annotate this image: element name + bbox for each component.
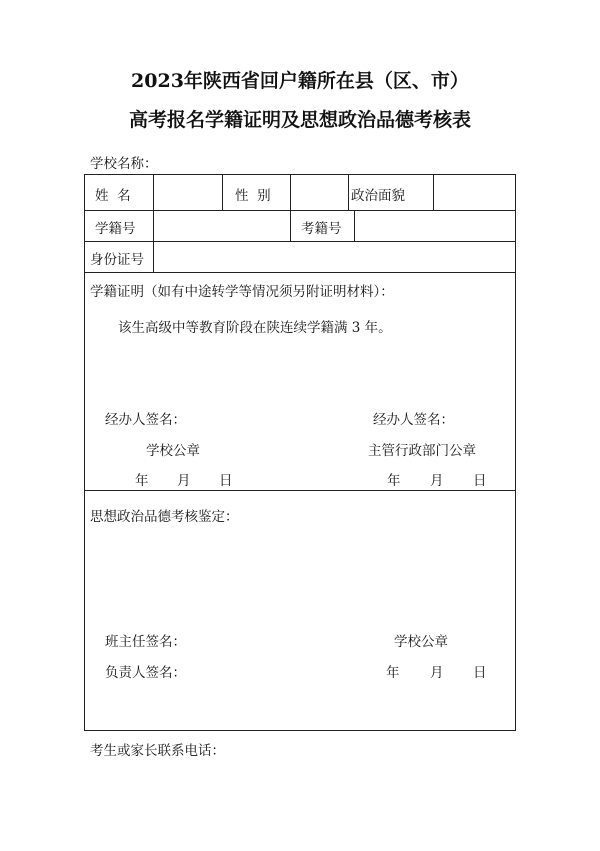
moral-heading: 思想政治品德考核鉴定： <box>90 509 239 525</box>
moral-school-seal: 学校公章 <box>394 634 448 650</box>
date-day-right: 日 <box>473 473 487 489</box>
status-statement: 该生高级中等教育阶段在陕连续学籍满 3 年。 <box>118 320 392 336</box>
moral-date-year: 年 <box>386 665 400 681</box>
school-name-label: 学校名称： <box>90 156 158 172</box>
date-year-right: 年 <box>387 473 401 489</box>
row-divider-1 <box>85 210 515 211</box>
section-divider <box>85 490 515 491</box>
date-month-left: 月 <box>177 473 191 489</box>
id-card-label: 身份证号 <box>90 252 144 268</box>
exam-id-label: 考籍号 <box>301 221 342 237</box>
student-id-label: 学籍号 <box>95 221 136 237</box>
date-year-left: 年 <box>135 473 149 489</box>
leader-sign-label: 负责人签名： <box>105 665 186 681</box>
political-label: 政治面貌 <box>351 188 405 204</box>
row-divider-3 <box>85 272 515 273</box>
col-divider-r2b <box>354 210 355 241</box>
gender-label: 性 别 <box>235 188 271 204</box>
name-label: 姓 名 <box>95 188 131 204</box>
col-divider-r2a <box>290 210 291 241</box>
date-month-right: 月 <box>430 473 444 489</box>
form-title-line1: 2023年陕西省回户籍所在县（区、市） <box>131 70 469 92</box>
form-title-line2: 高考报名学籍证明及思想政治品德考核表 <box>128 109 471 131</box>
contact-phone-label: 考生或家长联系电话： <box>90 743 225 759</box>
handler-sign-left: 经办人签名： <box>105 412 186 428</box>
form-table <box>84 174 516 731</box>
teacher-sign-label: 班主任签名： <box>105 634 186 650</box>
col-divider-label <box>153 175 154 272</box>
moral-date-day: 日 <box>473 665 487 681</box>
date-day-left: 日 <box>219 473 233 489</box>
moral-date-month: 月 <box>430 665 444 681</box>
col-divider-r1a <box>222 175 223 210</box>
status-heading: 学籍证明（如有中途转学等情况须另附证明材料）： <box>90 284 394 300</box>
school-seal-label: 学校公章 <box>146 443 200 459</box>
col-divider-r1c <box>348 175 349 210</box>
dept-seal-label: 主管行政部门公章 <box>368 443 476 459</box>
row-divider-2 <box>85 241 515 242</box>
col-divider-r1d <box>433 175 434 210</box>
handler-sign-right: 经办人签名： <box>373 412 454 428</box>
col-divider-r1b <box>290 175 291 210</box>
